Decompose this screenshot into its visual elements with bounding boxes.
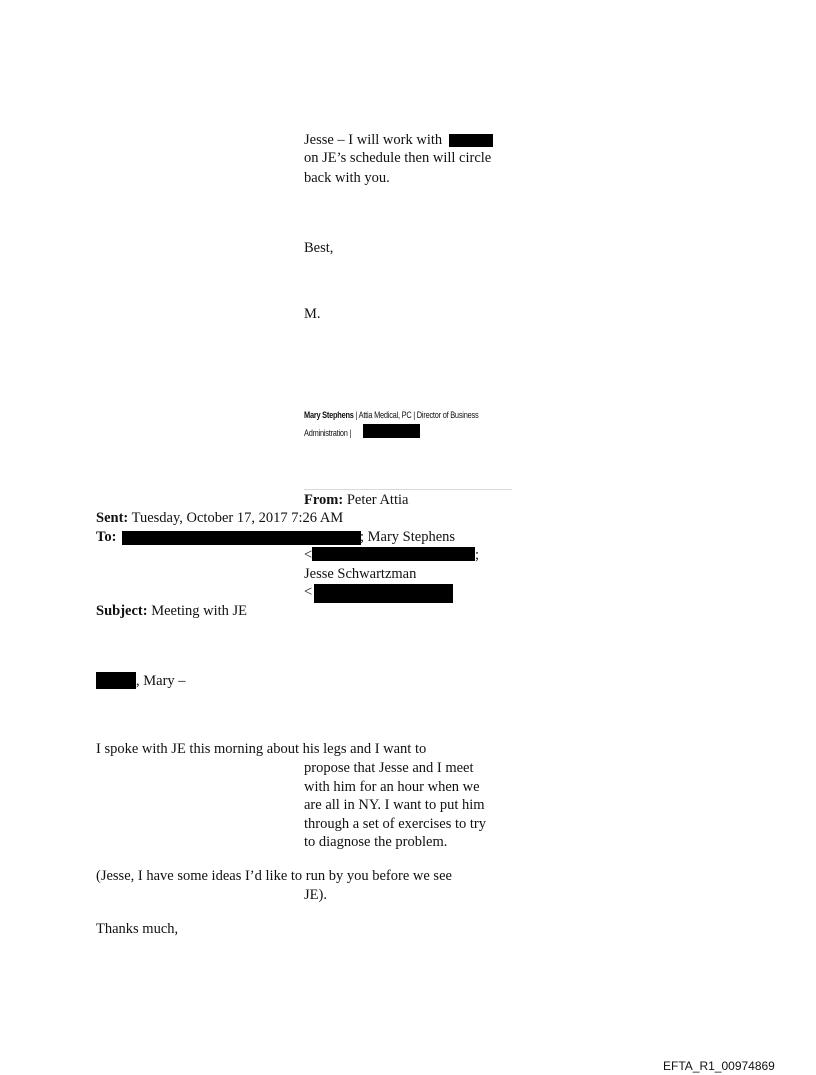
to-email-1 — [304, 547, 312, 564]
to-email-1-open: < — [304, 547, 313, 563]
from-label: From: — [304, 492, 344, 508]
reply-line-2: on JE’s schedule then will circle — [304, 150, 492, 166]
from-line — [304, 492, 408, 509]
redaction-box — [449, 134, 493, 147]
subject-label: Subject: — [96, 603, 148, 619]
reply-line-1 — [304, 132, 493, 149]
signature-title-end: Administration | — [304, 428, 352, 439]
document-id: EFTA_R1_00974869 — [663, 1059, 775, 1073]
reply-line-1-text: Jesse – I will work with — [304, 132, 443, 148]
subject-line — [96, 603, 247, 620]
to-email-1-close: ; — [475, 547, 480, 563]
reply-line-3: back with you. — [304, 170, 390, 186]
from-value: Peter Attia — [343, 492, 409, 508]
body-p1-line-5: through a set of exercises to try — [304, 816, 487, 832]
signature-name: Mary Stephens — [304, 410, 354, 421]
body-p1-line-2: propose that Jesse and I meet — [304, 760, 474, 776]
body-p1-line-6: to diagnose the problem. — [304, 834, 448, 850]
signature-company-title: | Attia Medical, PC | Director of Business — [353, 410, 479, 421]
body-closing: Thanks much, — [96, 921, 179, 937]
body-p1-line-3: with him for an hour when we — [304, 779, 480, 795]
reply-closing: Best, — [304, 240, 334, 256]
to-recipient-1: ; Mary Stephens — [360, 529, 456, 545]
redaction-box — [96, 672, 136, 689]
sent-value: Tuesday, October 17, 2017 7:26 AM — [128, 510, 344, 526]
redaction-box — [314, 584, 453, 603]
to-recipient-2: Jesse Schwartzman — [304, 566, 417, 582]
redaction-box — [312, 547, 475, 561]
sent-line — [96, 510, 343, 527]
to-label-line — [96, 529, 116, 546]
body-p1-line-1: I spoke with JE this morning about his legs and I want to — [96, 741, 427, 757]
body-p2-line-2: JE). — [304, 887, 327, 903]
to-email-2-open: < — [304, 584, 313, 600]
signature-line-2 — [304, 424, 365, 441]
greeting: , Mary – — [136, 673, 186, 689]
signature-line-1 — [304, 409, 478, 423]
to-label: To: — [96, 529, 117, 545]
body-p2-line-1: (Jesse, I have some ideas I’d like to run by you before we see — [96, 868, 452, 884]
to-email-2 — [304, 584, 312, 601]
sent-label: Sent: — [96, 510, 129, 526]
subject-value: Meeting with JE — [147, 603, 248, 619]
redaction-box — [122, 531, 361, 545]
body-p1-line-4: are all in NY. I want to put him — [304, 797, 485, 813]
reply-initial: M. — [304, 306, 321, 322]
separator-line — [304, 489, 512, 490]
redaction-box — [363, 424, 420, 438]
